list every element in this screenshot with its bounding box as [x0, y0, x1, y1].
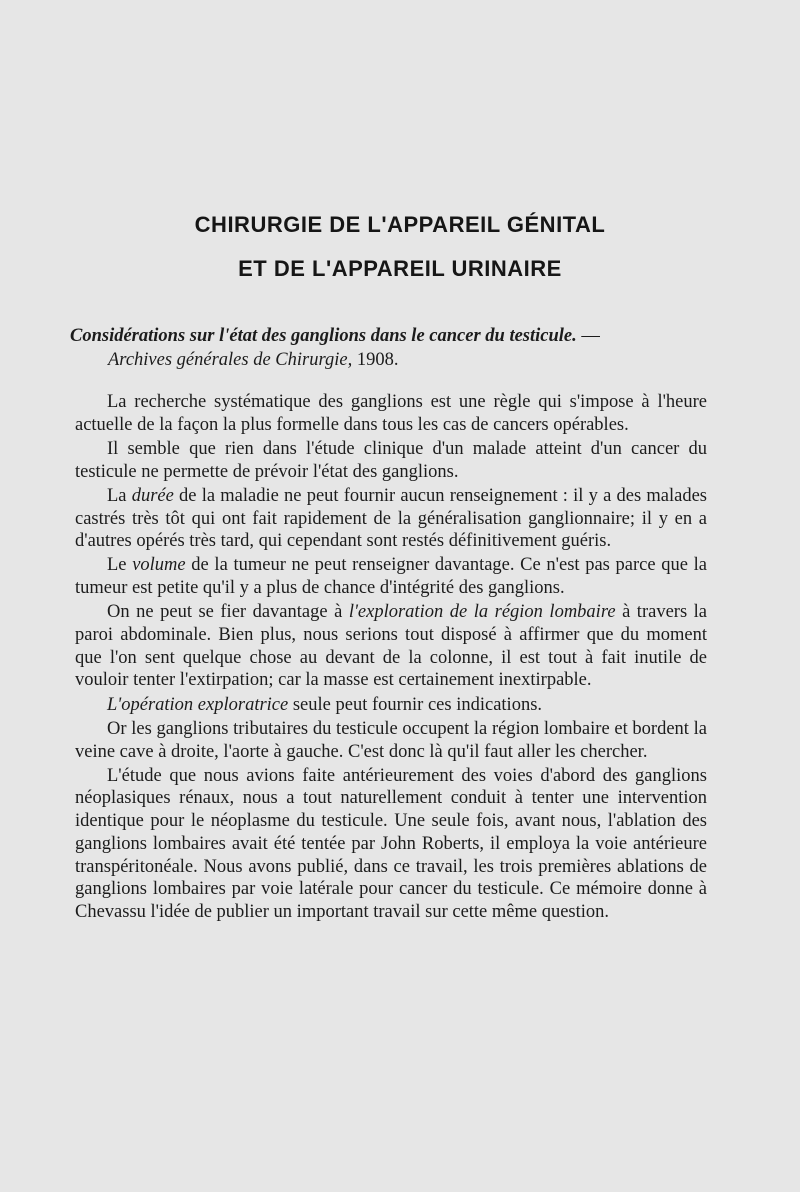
paragraph-4-start: Le [107, 555, 133, 576]
body-text [75, 391, 707, 925]
paragraph-5-emphasis: l'exploration de la région lombaire [348, 602, 616, 623]
citation-heading: Considérations sur l'état des ganglions dans le cancer du testicule. [70, 326, 577, 346]
paragraph-2: Il semble que rien dans l'étude clinique d'un malade atteint d'un cancer du testicule ne permette de prévoir l'état des ganglions. [75, 438, 707, 482]
citation-source: Archives générales de Chirurgie, [108, 350, 353, 370]
paragraph-3-emphasis: durée [131, 485, 174, 506]
citation-source-line [70, 348, 700, 372]
paragraph-6 [75, 694, 707, 717]
paragraph-4 [75, 554, 707, 599]
paragraph-5 [75, 601, 707, 692]
citation-block [70, 324, 700, 372]
paragraph-3-rest: de la maladie ne peut fournir aucun renseignement : il y a des malades castrés très tôt qui ont fait rapidement de la généralisation ganglionnaire; il y en a d'autres opérés très tard, qui cependant sont restés définitivement guéris. [75, 485, 707, 552]
paragraph-3 [75, 485, 707, 553]
citation-year: 1908. [352, 350, 399, 370]
paragraph-6-rest: seule peut fournir ces indications. [288, 694, 543, 715]
paragraph-5-rest: à travers la paroi abdominale. Bien plus, nous serions tout disposé à affirmer que du moment que l'on sent quelque chose au devant de la colonne, il est tout à fait inutile de vouloir tenter l'extirpation; car la masse est certainement inextirpable. [75, 602, 708, 691]
paragraph-7: Or les ganglions tributaires du testicule occupent la région lombaire et bordent la veine cave à droite, l'aorte à gauche. C'est donc là qu'il faut aller les chercher. [75, 718, 707, 762]
chapter-title-line2: ET DE L'APPAREIL URINAIRE [238, 256, 562, 281]
paragraph-6-emphasis: L'opération exploratrice [107, 694, 289, 715]
citation-dash: — [576, 326, 600, 346]
paragraph-1: La recherche systématique des ganglions est une règle qui s'impose à l'heure actuelle de la façon la plus formelle dans tous les cas de cancers opérables. [75, 392, 707, 435]
paragraph-5-start: On ne peut se fier davantage à [107, 602, 349, 623]
paragraph-4-rest: de la tumeur ne peut renseigner davantage. Ce n'est pas parce que la tumeur est petite qu'il y a plus de chance d'intégrité des ganglions. [75, 555, 707, 599]
chapter-title-line1: CHIRURGIE DE L'APPAREIL GÉNITAL [194, 212, 606, 237]
paragraph-4-emphasis: volume [132, 555, 186, 576]
paragraph-8: L'étude que nous avions faite antérieurement des voies d'abord des ganglions néoplasiques rénaux, nous a tout naturellement conduit à tenter une intervention identique pour le néoplasme du testicule. Une seule fois, avant nous, l'ablation des ganglions lombaires avait été tentée par John Roberts, il employa la voie antérieure transpéritonéale. Nous avons publié, dans ce travail, les trois premières ablations de ganglions lombaires par voie latérale pour cancer du testicule. Ce mémoire donne à Chevassu l'idée de publier un important travail sur cette même question. [75, 765, 707, 922]
paragraph-3-start: La [107, 485, 132, 506]
